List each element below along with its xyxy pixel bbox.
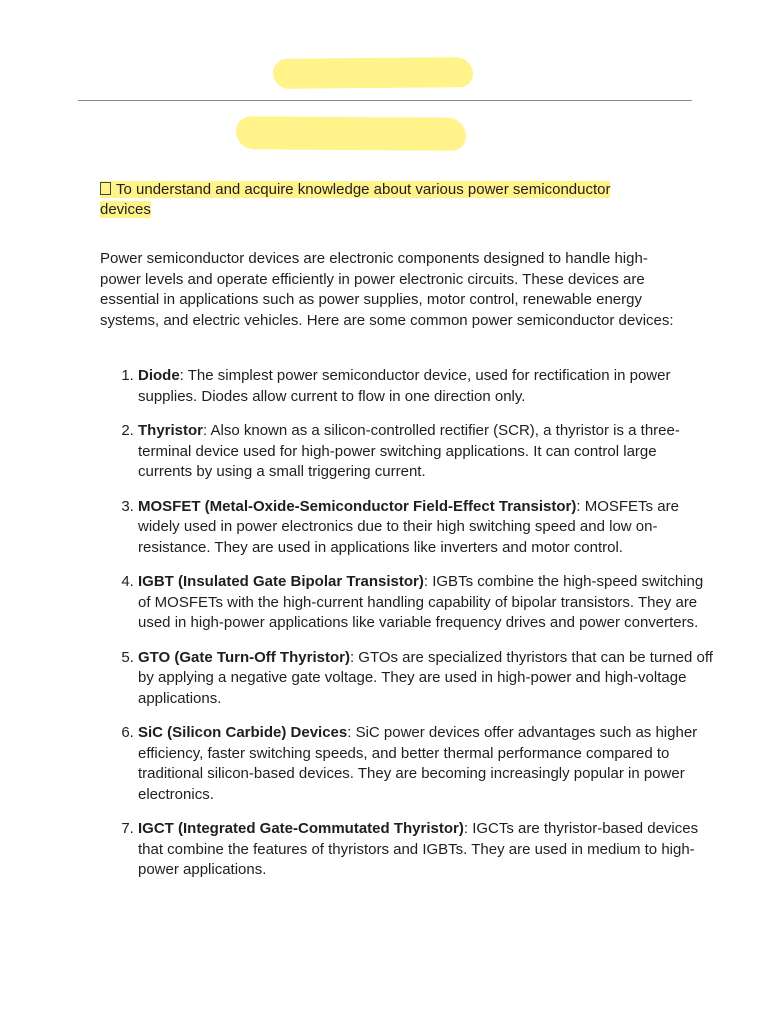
device-description: : SiC power devices offer advantages such as higher efficiency, faster switching speeds, and better thermal performance compared to traditional silicon-based devices. They are becoming increasingly popular in power electronics. bbox=[138, 724, 698, 803]
list-item bbox=[138, 497, 713, 559]
highlighter-redaction-bottom bbox=[236, 116, 466, 151]
device-term: Thyristor bbox=[138, 422, 204, 439]
highlighter-redaction-top bbox=[273, 57, 473, 89]
device-term: GTO (Gate Turn-Off Thyristor) bbox=[138, 648, 350, 666]
list-item bbox=[138, 819, 713, 881]
header-divider bbox=[78, 100, 692, 101]
list-item bbox=[138, 572, 713, 634]
device-description: : The simplest power semiconductor device, used for rectification in power supplies. Diodes allow current to flow in one direction only. bbox=[138, 367, 671, 405]
checkbox-glyph-icon bbox=[100, 182, 111, 195]
list-item bbox=[138, 648, 713, 710]
device-description: : IGCTs are thyristor-based devices that combine the features of thyristors and IGBTs. They are used in medium to high-power applications. bbox=[138, 820, 699, 878]
intro-paragraph: Power semiconductor devices are electronic components designed to handle high-power levels and operate efficiently in power electronic circuits. These devices are essential in applications such as power supplies, motor control, renewable energy systems, and electric vehicles. Here are some common power semiconductor devices: bbox=[100, 250, 674, 329]
objective-highlight bbox=[100, 181, 610, 218]
objective-text: To understand and acquire knowledge about various power semiconductor devices bbox=[100, 181, 611, 218]
device-term: MOSFET (Metal-Oxide-Semiconductor Field-Effect Transistor) bbox=[138, 497, 577, 515]
list-item bbox=[138, 421, 713, 483]
objective-line bbox=[100, 180, 660, 220]
device-term: IGCT (Integrated Gate-Commutated Thyristor) bbox=[138, 820, 464, 837]
device-term: Diode bbox=[138, 367, 180, 384]
device-list bbox=[100, 366, 713, 895]
device-term: IGBT (Insulated Gate Bipolar Transistor) bbox=[138, 573, 424, 590]
list-item bbox=[138, 723, 713, 805]
list-item bbox=[138, 366, 713, 407]
device-description: : MOSFETs are widely used in power electronics due to their high switching speed and low on-resistance. They are used in applications like inverters and motor control. bbox=[138, 497, 679, 556]
device-term: SiC (Silicon Carbide) Devices bbox=[138, 724, 348, 741]
device-description: : IGBTs combine the high-speed switching of MOSFETs with the high-current handling capability of bipolar transistors. They are used in high-power applications like variable frequency drives and power converters. bbox=[138, 573, 704, 631]
device-description: : Also known as a silicon-controlled rectifier (SCR), a thyristor is a three-terminal device used for high-power switching applications. It can control large currents by using a small triggering current. bbox=[138, 422, 680, 480]
device-description: : GTOs are specialized thyristors that can be turned off by applying a negative gate voltage. They are used in high-power and high-voltage applications. bbox=[138, 648, 713, 707]
